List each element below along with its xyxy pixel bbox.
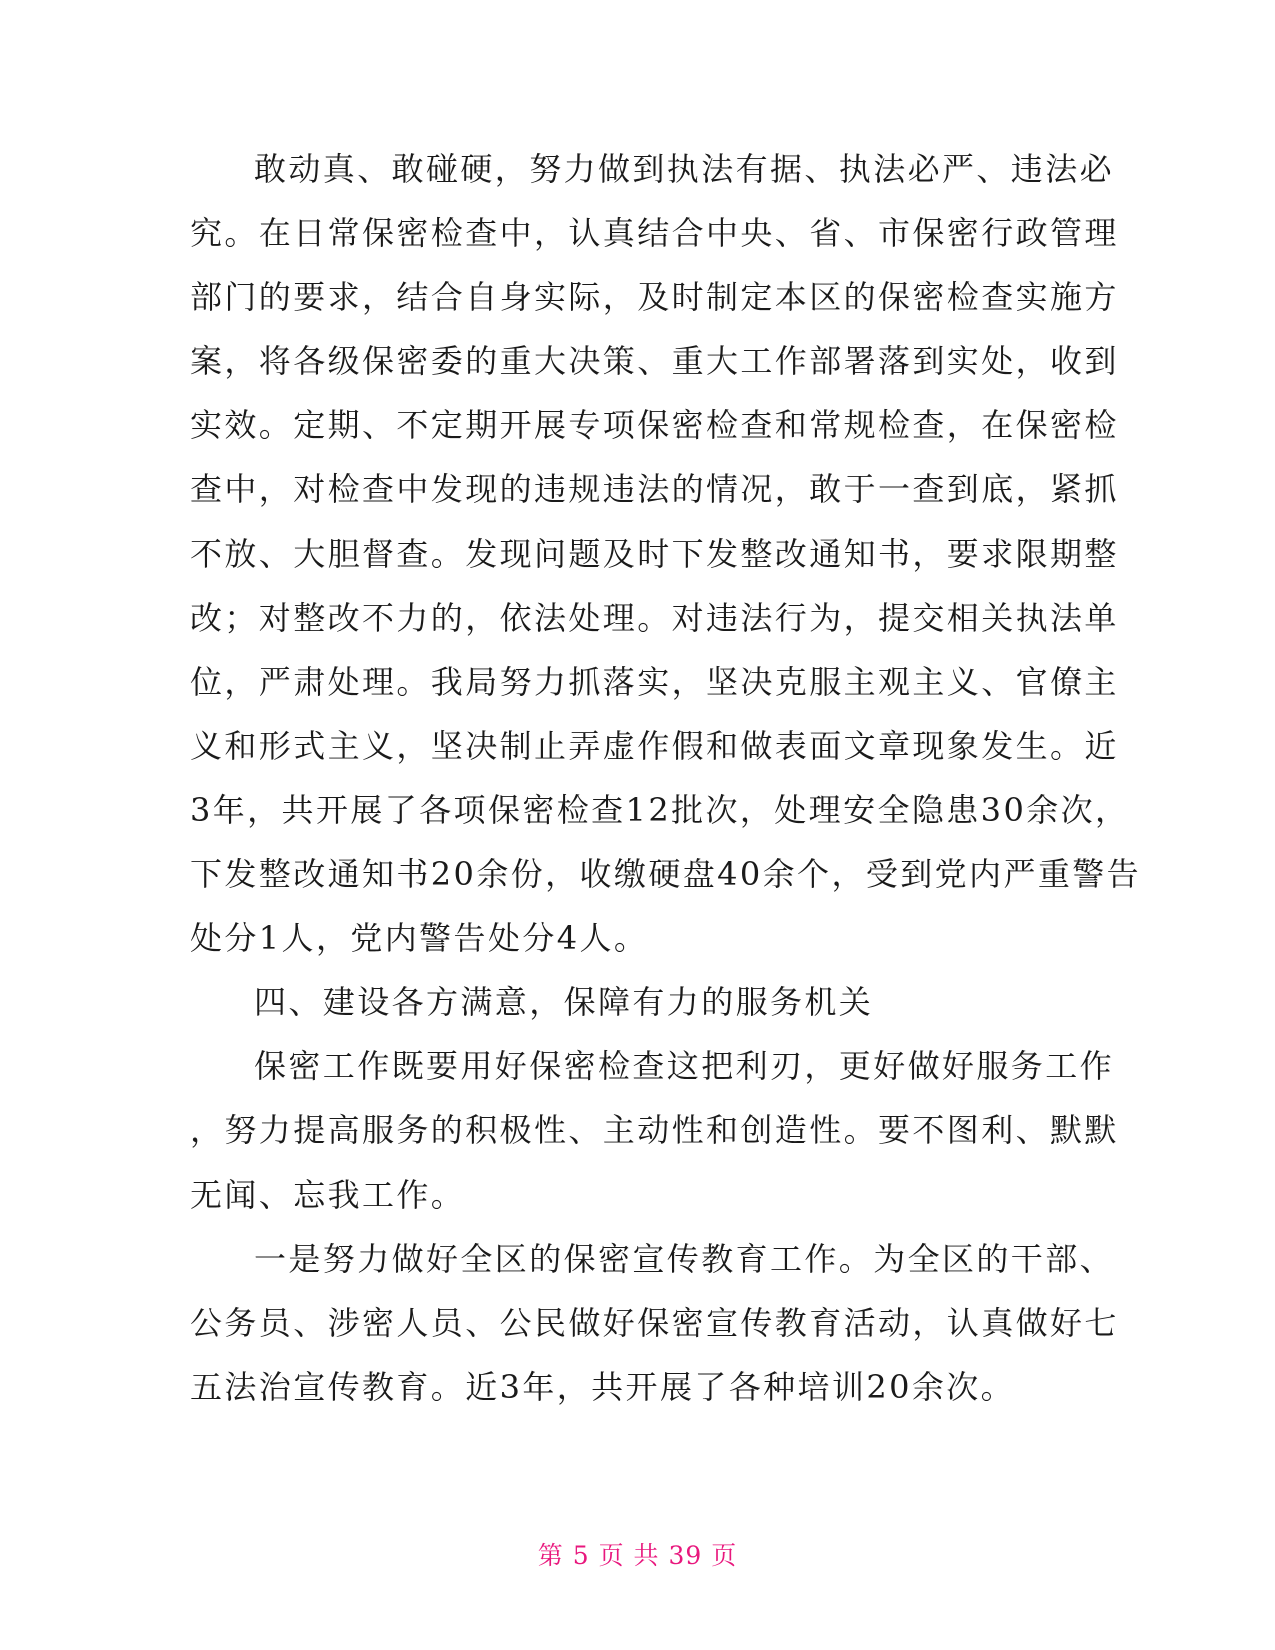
text-line: 义和形式主义，坚决制止弄虚作假和做表面文章现象发生。近: [190, 726, 1119, 765]
text-line: 究。在日常保密检查中，认真结合中央、省、市保密行政管理: [190, 214, 1119, 253]
text-line: 保密工作既要用好保密检查这把利刃，更好做好服务工作: [254, 1047, 1115, 1086]
footer-total-pages: 39: [668, 1541, 703, 1570]
text-line: 无闻、忘我工作。: [190, 1175, 466, 1214]
page-footer: [0, 1536, 1275, 1572]
text-line: 部门的要求，结合自身实际，及时制定本区的保密检查实施方: [190, 278, 1119, 317]
text-line: 下发整改通知书20余份，收缴硬盘40余个，受到党内严重警告: [190, 855, 1142, 894]
text-line: ，努力提高服务的积极性、主动性和创造性。要不图利、默默: [190, 1111, 1119, 1150]
text-line: 五法治宣传教育。近3年，共开展了各种培训20余次。: [190, 1367, 1016, 1406]
text-line: 一是努力做好全区的保密宣传教育工作。为全区的干部、: [254, 1239, 1115, 1278]
text-line: 位，严肃处理。我局努力抓落实，坚决克服主观主义、官僚主: [190, 662, 1119, 701]
text-line: 3年，共开展了各项保密检查12批次，处理安全隐患30余次，: [190, 790, 1130, 829]
footer-prefix: 第: [537, 1541, 564, 1570]
text-line: 查中，对检查中发现的违规违法的情况，敢于一查到底，紧抓: [190, 470, 1119, 509]
text-line: 处分1人，党内警告处分4人。: [190, 919, 649, 958]
text-line: 四、建设各方满意，保障有力的服务机关: [254, 983, 874, 1022]
footer-middle: 页 共: [598, 1541, 660, 1570]
footer-current-page: 5: [572, 1541, 590, 1570]
text-line: 公务员、涉密人员、公民做好保密宣传教育活动，认真做好七: [190, 1303, 1119, 1342]
text-line: 案，将各级保密委的重大决策、重大工作部署落到实处，收到: [190, 342, 1119, 381]
text-line: 改；对整改不力的，依法处理。对违法行为，提交相关执法单: [190, 598, 1119, 637]
footer-suffix: 页: [711, 1541, 738, 1570]
text-line: 实效。定期、不定期开展专项保密检查和常规检查，在保密检: [190, 406, 1119, 445]
text-line: 敢动真、敢碰硬，努力做到执法有据、执法必严、违法必: [254, 150, 1115, 188]
document-body: [190, 137, 1142, 1419]
text-line: 不放、大胆督查。发现问题及时下发整改通知书，要求限期整: [190, 534, 1119, 573]
